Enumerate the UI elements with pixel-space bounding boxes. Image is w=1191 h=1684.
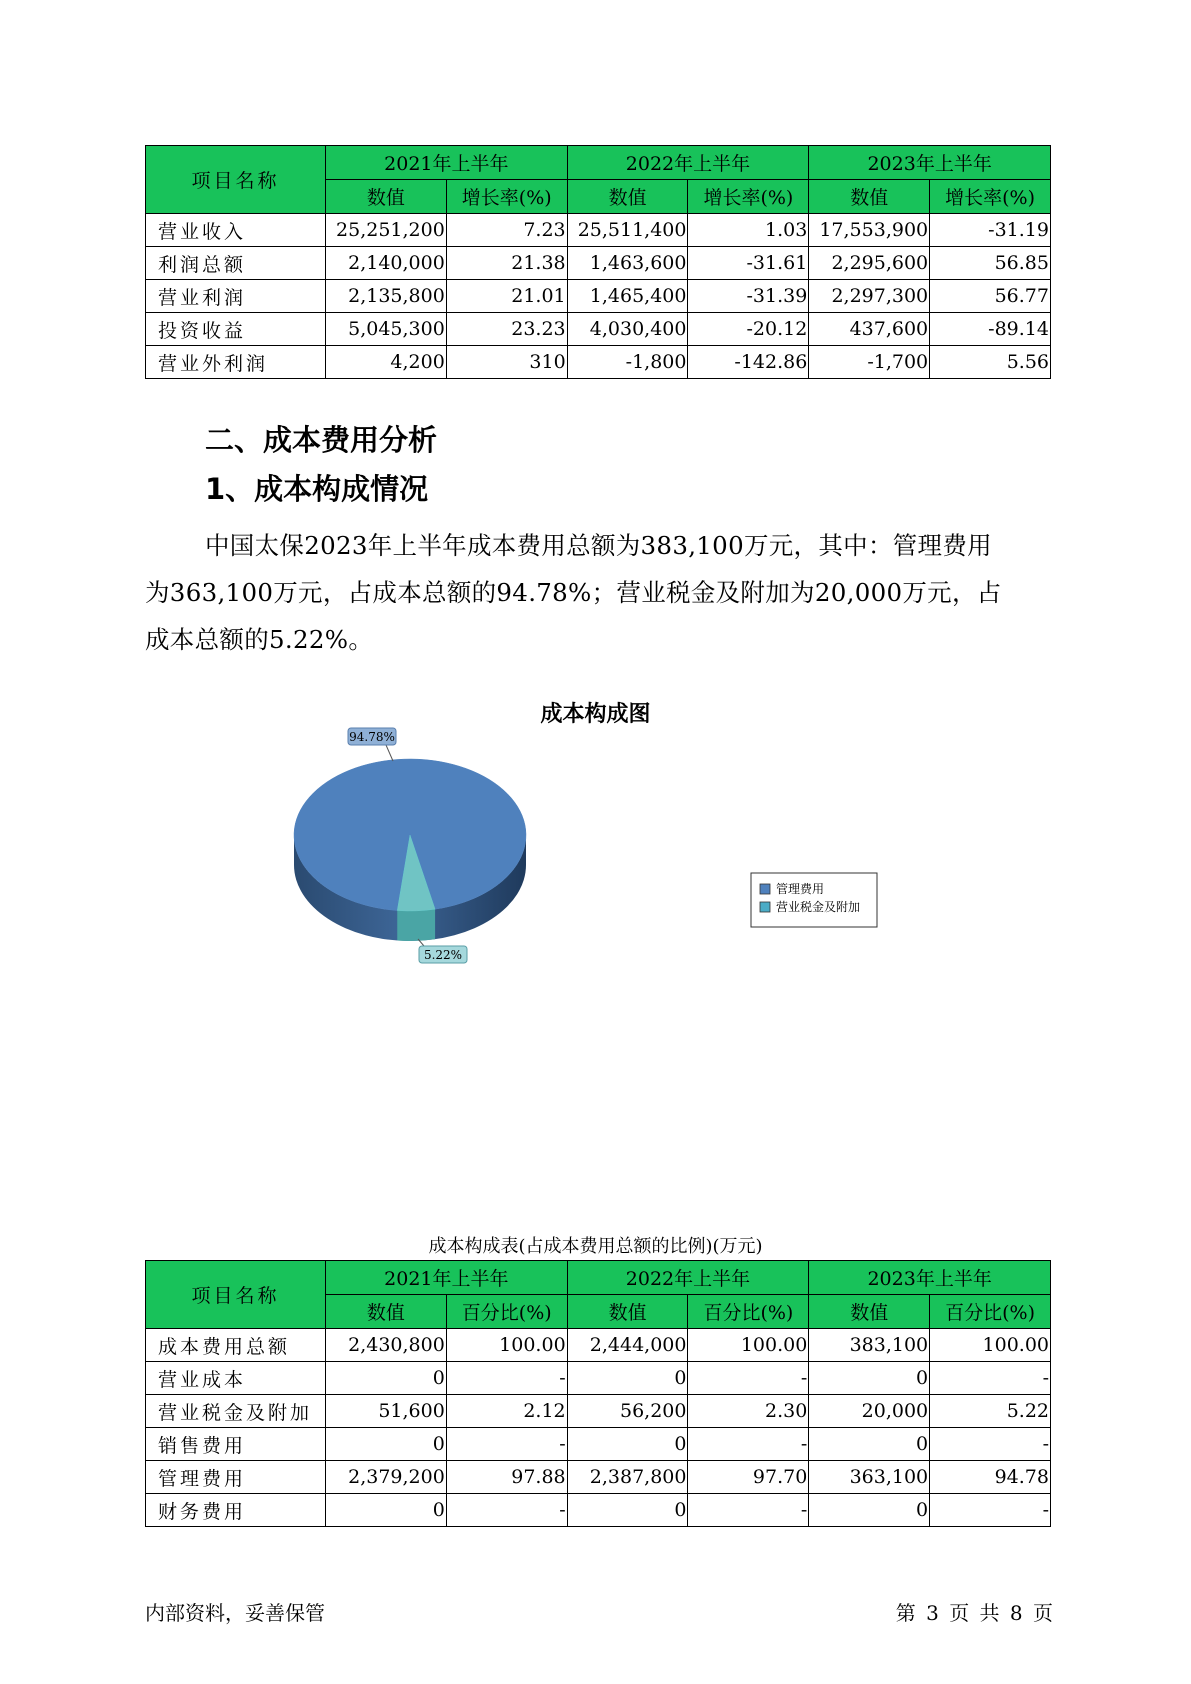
- paragraph-line: 成本总额的5.22%。: [145, 625, 374, 654]
- data-label: [419, 946, 467, 963]
- header-growth: 增长率(%): [688, 180, 809, 214]
- table-cell: 25,251,200: [326, 214, 447, 247]
- header-period: 2023年上半年: [809, 146, 1051, 180]
- table-row: [146, 1329, 1051, 1362]
- table-cell: 21.38: [446, 247, 567, 280]
- data-label: [348, 728, 396, 745]
- table-cell: 1,463,600: [567, 247, 688, 280]
- table-cell: 100.00: [688, 1329, 809, 1362]
- table-cell: 2,387,800: [567, 1461, 688, 1494]
- table-cell: -: [930, 1428, 1051, 1461]
- table-cell: 0: [809, 1494, 930, 1527]
- legend-label: 营业税金及附加: [776, 900, 861, 914]
- table-cell: -31.39: [688, 280, 809, 313]
- table-cell: -: [930, 1494, 1051, 1527]
- table-cell: 100.00: [930, 1329, 1051, 1362]
- table-cell: 25,511,400: [567, 214, 688, 247]
- table-cell: 97.70: [688, 1461, 809, 1494]
- table-cell: 56,200: [567, 1395, 688, 1428]
- table-cell: 20,000: [809, 1395, 930, 1428]
- table-cell: 0: [567, 1362, 688, 1395]
- table-cell: 1,465,400: [567, 280, 688, 313]
- table-cell: 310: [446, 346, 567, 379]
- table-cell: -89.14: [930, 313, 1051, 346]
- table-cell: 4,200: [326, 346, 447, 379]
- row-label: 销售费用: [146, 1428, 326, 1461]
- table-cell: 2,135,800: [326, 280, 447, 313]
- table-cell: -: [446, 1494, 567, 1527]
- table-cell: 23.23: [446, 313, 567, 346]
- chart-legend: [751, 873, 877, 927]
- table-cell: 7.23: [446, 214, 567, 247]
- table-cell: 56.77: [930, 280, 1051, 313]
- table-cell: 56.85: [930, 247, 1051, 280]
- table-cell: 2,430,800: [326, 1329, 447, 1362]
- cost-structure-table-body: [146, 1329, 1051, 1527]
- header-value: 数值: [809, 180, 930, 214]
- row-label: 营业成本: [146, 1362, 326, 1395]
- paragraph-line: 中国太保2023年上半年成本费用总额为383,100万元，其中：管理费用: [205, 531, 992, 560]
- row-label: 成本费用总额: [146, 1329, 326, 1362]
- header-growth: 增长率(%): [446, 180, 567, 214]
- table-cell: -31.61: [688, 247, 809, 280]
- header-value: 数值: [326, 1295, 447, 1329]
- table-row: [146, 1362, 1051, 1395]
- table-cell: -: [688, 1428, 809, 1461]
- row-label: 管理费用: [146, 1461, 326, 1494]
- table-cell: 2,295,600: [809, 247, 930, 280]
- table-row: [146, 1494, 1051, 1527]
- chart-title: 成本构成图: [540, 702, 651, 727]
- header-period: 2021年上半年: [326, 1261, 568, 1295]
- table-cell: 2,379,200: [326, 1461, 447, 1494]
- table-cell: 51,600: [326, 1395, 447, 1428]
- table-caption: 成本构成表(占成本费用总额的比例)(万元): [428, 1236, 763, 1257]
- table-cell: -: [688, 1362, 809, 1395]
- legend-label: 管理费用: [776, 882, 825, 896]
- table-row: [146, 1461, 1051, 1494]
- svg-text:94.78%: 94.78%: [349, 730, 395, 744]
- table-cell: -: [930, 1362, 1051, 1395]
- header-period: 2023年上半年: [809, 1261, 1051, 1295]
- header-item-name: 项目名称: [146, 1261, 326, 1329]
- table-cell: 4,030,400: [567, 313, 688, 346]
- header-value: 数值: [567, 1295, 688, 1329]
- table-cell: 363,100: [809, 1461, 930, 1494]
- legend-swatch: [760, 902, 770, 912]
- footer-page-number: 第 3 页 共 8 页: [895, 1601, 1053, 1625]
- table-cell: 0: [567, 1428, 688, 1461]
- footer-confidential: 内部资料，妥善保管: [145, 1601, 325, 1625]
- table-cell: 0: [326, 1494, 447, 1527]
- row-label: 利润总额: [146, 247, 326, 280]
- row-label: 营业利润: [146, 280, 326, 313]
- table-cell: 2.12: [446, 1395, 567, 1428]
- header-growth: 增长率(%): [930, 180, 1051, 214]
- row-label: 投资收益: [146, 313, 326, 346]
- table-cell: 0: [326, 1362, 447, 1395]
- header-period: 2021年上半年: [326, 146, 568, 180]
- header-percent: 百分比(%): [446, 1295, 567, 1329]
- row-label: 财务费用: [146, 1494, 326, 1527]
- header-value: 数值: [567, 180, 688, 214]
- row-label: 营业税金及附加: [146, 1395, 326, 1428]
- table-cell: -1,700: [809, 346, 930, 379]
- table-cell: -142.86: [688, 346, 809, 379]
- table-cell: 5,045,300: [326, 313, 447, 346]
- header-period: 2022年上半年: [567, 1261, 809, 1295]
- table-cell: 94.78: [930, 1461, 1051, 1494]
- section-subtitle: 1、成本构成情况: [205, 472, 429, 506]
- row-label: 营业外利润: [146, 346, 326, 379]
- table-cell: 21.01: [446, 280, 567, 313]
- paragraph-line: 为363,100万元，占成本总额的94.78%；营业税金及附加为20,000万元，占: [145, 578, 1002, 607]
- table-cell: 97.88: [446, 1461, 567, 1494]
- header-item-name: 项目名称: [146, 146, 326, 214]
- table-row: [146, 1428, 1051, 1461]
- section-title: 二、成本费用分析: [205, 423, 438, 457]
- table-cell: 0: [809, 1428, 930, 1461]
- table-cell: 1.03: [688, 214, 809, 247]
- header-percent: 百分比(%): [930, 1295, 1051, 1329]
- cost-structure-table: [145, 1260, 1051, 1527]
- table-cell: 0: [326, 1428, 447, 1461]
- table-cell: 2,444,000: [567, 1329, 688, 1362]
- table-cell: -: [446, 1428, 567, 1461]
- table-cell: 0: [809, 1362, 930, 1395]
- table-cell: 2,297,300: [809, 280, 930, 313]
- row-label: 营业收入: [146, 214, 326, 247]
- header-value: 数值: [326, 180, 447, 214]
- table-cell: 5.56: [930, 346, 1051, 379]
- table-cell: -1,800: [567, 346, 688, 379]
- table-cell: -20.12: [688, 313, 809, 346]
- table-cell: 383,100: [809, 1329, 930, 1362]
- table-cell: 100.00: [446, 1329, 567, 1362]
- table-cell: 5.22: [930, 1395, 1051, 1428]
- table-cell: -: [688, 1494, 809, 1527]
- table-row: [146, 1395, 1051, 1428]
- table-cell: 2.30: [688, 1395, 809, 1428]
- header-percent: 百分比(%): [688, 1295, 809, 1329]
- header-period: 2022年上半年: [567, 146, 809, 180]
- pie-slice-side: [397, 909, 435, 941]
- svg-text:5.22%: 5.22%: [423, 948, 463, 962]
- leader-line: [386, 745, 393, 761]
- table-cell: 437,600: [809, 313, 930, 346]
- legend-swatch: [760, 884, 770, 894]
- table-cell: 17,553,900: [809, 214, 930, 247]
- header-value: 数值: [809, 1295, 930, 1329]
- table-cell: -: [446, 1362, 567, 1395]
- table-cell: 0: [567, 1494, 688, 1527]
- table-cell: 2,140,000: [326, 247, 447, 280]
- table-cell: -31.19: [930, 214, 1051, 247]
